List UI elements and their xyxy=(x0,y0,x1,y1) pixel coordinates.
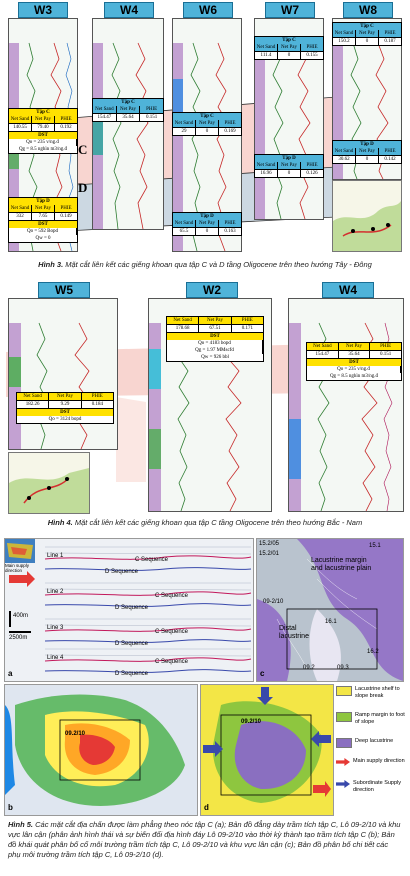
inset-location-map xyxy=(332,180,402,252)
map-legend xyxy=(336,684,406,814)
header-net-sand: Net Sand xyxy=(93,106,117,113)
value-net-sand: 182.26 xyxy=(17,401,49,408)
header-net-sand: Net Sand xyxy=(173,120,196,127)
panel-letter-a: a xyxy=(8,669,13,678)
table-title: Tập C xyxy=(200,114,214,119)
sequence-label: C Sequence xyxy=(155,629,189,635)
log-curves xyxy=(9,299,117,449)
table-w2 xyxy=(166,316,264,362)
well-log-track xyxy=(8,298,118,450)
caption-text: Các mặt cắt địa chấn được làm phẳng theo nóc tập C (a); Bản đồ đẳng dày trầm tích tập C, Lô 09-2/10 và khu vực lân cận (phân ảnh hình thái và sự biến đổi địa hình đáy Lô 09-2/10 vào thời kỳ thành tạo trầm tích tập C (b); Bản đồ khái quát phân bố cổ môi trường trầm tích tập C, Lô 09-2/10 và khu vực lân cận (c); Bản đồ phân bố chi tiết các phụ môi trường trầm tích tập C, Lô 09-2/10 (d). xyxy=(8,820,401,859)
header-net-pay: Net Pay xyxy=(339,343,371,350)
map-label: 15.2/01 xyxy=(259,551,280,557)
well-label-w6: W6 xyxy=(183,2,233,18)
sequence-label: C Sequence xyxy=(155,659,189,665)
scale-vertical: 400m xyxy=(13,613,29,619)
header-net-sand: Net Sand xyxy=(9,116,32,123)
value-net-pay: 79.40 xyxy=(32,124,55,131)
block-label: 09.2/10 xyxy=(241,719,262,725)
header-net-sand: Net Sand xyxy=(307,343,339,350)
legend-label: Ramp margin to foot of slope xyxy=(355,712,405,725)
value-phie: 0.169 xyxy=(224,129,236,134)
header-net-pay: Net Pay xyxy=(196,120,219,127)
value-net-sand: 29 xyxy=(173,128,196,135)
header-net-pay: Net Pay xyxy=(32,116,55,123)
value-phie: 0.184 xyxy=(91,402,103,407)
sequence-label: D Sequence xyxy=(115,671,149,677)
table-title: Tập C xyxy=(282,38,296,43)
header-net-sand: Net Sand xyxy=(9,205,32,212)
header-phie: PHIE xyxy=(306,45,318,50)
legend-label: Lacustrine shelf to slope break xyxy=(355,686,400,699)
legend-item xyxy=(336,686,406,699)
inset-location-map xyxy=(8,452,90,514)
header-net-sand: Net Sand xyxy=(167,317,199,324)
figure-3-caption xyxy=(8,260,402,270)
scale-horizontal: 2500m xyxy=(9,635,28,641)
table-title: Tập D xyxy=(282,156,296,161)
value-net-sand: 30.62 xyxy=(333,156,356,163)
zone-c-label: C xyxy=(78,142,88,157)
value-phie: 0.187 xyxy=(384,39,396,44)
legend-label: Subordinate Supply direction xyxy=(353,780,402,793)
legend-swatch xyxy=(336,738,352,748)
dst-line: Qo = 235 v/ng.đ xyxy=(307,366,401,373)
header-phie: PHIE xyxy=(384,149,396,154)
header-net-pay: Net Pay xyxy=(356,30,379,37)
table-title: Tập D xyxy=(200,214,214,219)
legend-item xyxy=(336,712,406,725)
seismic-line-label: Line 4 xyxy=(47,655,64,661)
dst-label: DST xyxy=(210,334,220,339)
header-net-sand: Net Sand xyxy=(333,148,356,155)
caption-label: Hình 3. xyxy=(38,260,64,269)
header-phie: PHIE xyxy=(380,344,392,349)
dst-line: Qg = 1.97 MMscfd xyxy=(167,347,263,354)
header-phie: PHIE xyxy=(224,221,236,226)
header-phie: PHIE xyxy=(224,121,236,126)
log-curves xyxy=(93,19,163,229)
caption-text: Mặt cắt liên kết các giếng khoan qua tập C tầng Oligocene trên theo hướng Bắc - Nam xyxy=(74,518,363,527)
value-net-pay: 7.65 xyxy=(32,213,55,220)
panel-a-seismic-sections xyxy=(4,538,254,682)
sequence-label: C Sequence xyxy=(155,593,189,599)
well-log-track xyxy=(92,18,164,230)
header-phie: PHIE xyxy=(384,31,396,36)
header-net-sand: Net Sand xyxy=(255,44,278,51)
map-label: 15.2/05 xyxy=(259,541,280,547)
legend-label: Main supply direction xyxy=(353,758,405,764)
table-w6-tap-d xyxy=(172,212,242,236)
seismic-line-label: Line 2 xyxy=(47,589,64,595)
value-phie: 0.142 xyxy=(384,157,396,162)
seismic-line-label: Line 3 xyxy=(47,625,64,631)
main-supply-arrow-icon xyxy=(336,758,350,766)
header-net-sand: Net Sand xyxy=(333,30,356,37)
value-net-pay: 0 xyxy=(278,52,301,59)
header-net-pay: Net Pay xyxy=(196,220,219,227)
header-phie: PHIE xyxy=(146,107,158,112)
table-title: Tập C xyxy=(360,24,374,29)
value-net-sand: 150.2 xyxy=(333,38,356,45)
map-label: 16.2 xyxy=(367,649,379,655)
value-net-sand: 65.5 xyxy=(173,228,196,235)
main-supply-label: Main supply direction xyxy=(5,563,30,573)
table-w7-tap-d xyxy=(254,154,324,178)
table-title: Tập D xyxy=(36,199,50,204)
sequence-label: C Sequence xyxy=(135,557,169,563)
dst-line: Qg = 8.5 nghìn m3/ng.đ xyxy=(18,147,68,152)
figure-5-caption xyxy=(8,820,402,860)
log-curves xyxy=(289,299,403,511)
legend-item xyxy=(336,758,405,766)
panel-letter-d: d xyxy=(204,803,209,812)
well-w4 xyxy=(92,2,164,252)
zone-d-label: D xyxy=(78,180,88,195)
header-net-pay: Net Pay xyxy=(49,393,81,400)
caption-text: Mặt cắt liên kết các giếng khoan qua tập C và D tầng Oligocene trên theo hướng Tây - Đông xyxy=(65,260,372,269)
dst-line: Qo = 4183 bopd xyxy=(167,340,263,347)
header-phie: PHIE xyxy=(306,163,318,168)
value-net-pay: 35.64 xyxy=(117,114,141,121)
table-w3-tap-d xyxy=(8,197,78,243)
plain-label: Lacustrine margin and lacustrine plain xyxy=(311,557,372,572)
table-title: Tập D xyxy=(360,142,374,147)
table-w7-tap-c xyxy=(254,36,324,60)
value-phie: 0.171 xyxy=(241,326,253,331)
value-phie: 0.149 xyxy=(60,214,72,219)
value-net-pay: 67.51 xyxy=(199,325,231,332)
block-label: 09.2/10 xyxy=(65,731,86,737)
value-net-sand: 154.47 xyxy=(307,351,339,358)
panel-d-subenvironment-map xyxy=(200,684,334,816)
value-net-sand: 111.4 xyxy=(255,52,278,59)
value-net-pay: 9.29 xyxy=(49,401,81,408)
map-label: 09.3 xyxy=(337,665,349,671)
header-phie: PHIE xyxy=(241,318,253,323)
sequence-label: D Sequence xyxy=(105,569,139,575)
value-net-sand: 16.96 xyxy=(255,170,278,177)
header-net-sand: Net Sand xyxy=(255,162,278,169)
value-net-pay: 0 xyxy=(196,128,219,135)
dst-line: Qo = 592 Bopd xyxy=(9,228,77,235)
well-label-w4: W4 xyxy=(104,2,154,18)
header-net-pay: Net Pay xyxy=(356,148,379,155)
table-w4-tap-c xyxy=(92,98,164,122)
table-title: Tập C xyxy=(36,110,50,115)
value-phie: 0.126 xyxy=(306,171,318,176)
table-w5 xyxy=(16,392,114,424)
well-label-w3: W3 xyxy=(18,2,68,18)
dst-line: Qg = 8.5 nghìn m3/ng.đ xyxy=(329,374,379,379)
header-net-sand: Net Sand xyxy=(173,220,196,227)
isopach-map xyxy=(5,685,197,815)
table-w8-tap-d xyxy=(332,140,402,164)
well-label-w7: W7 xyxy=(265,2,315,18)
legend-label: Deep lacustrine xyxy=(355,738,394,744)
header-phie: PHIE xyxy=(60,206,72,211)
dst-label: DST xyxy=(38,133,48,138)
value-net-pay: 0 xyxy=(356,156,379,163)
well-label-w5: W5 xyxy=(38,282,90,298)
sequence-label: D Sequence xyxy=(115,605,149,611)
map-label: Distal lacustrine xyxy=(279,625,309,640)
table-w3-tap-c xyxy=(8,108,78,154)
dst-label: DST xyxy=(60,410,70,415)
value-net-pay: 35.64 xyxy=(339,351,371,358)
dst-line: Qw = 926 bbl xyxy=(201,355,229,360)
value-net-sand: 140.55 xyxy=(9,124,32,131)
header-net-pay: Net Pay xyxy=(278,44,301,51)
map-label: 15.1 xyxy=(369,543,381,549)
value-net-pay: 0 xyxy=(356,38,379,45)
header-net-pay: Net Pay xyxy=(117,106,141,113)
value-phie: 0.155 xyxy=(306,53,318,58)
well-log-track xyxy=(288,298,404,512)
panel-letter-b: b xyxy=(8,803,13,812)
well-label-w8: W8 xyxy=(343,2,393,18)
seismic-line-label: Line 1 xyxy=(47,553,64,559)
header-net-pay: Net Pay xyxy=(199,317,231,324)
dst-label: DST xyxy=(349,360,359,365)
figure-4-well-correlation xyxy=(6,282,404,514)
header-net-pay: Net Pay xyxy=(32,205,55,212)
value-net-pay: 0 xyxy=(196,228,219,235)
well-label-w2: W2 xyxy=(186,282,238,298)
legend-item xyxy=(336,780,406,793)
well-w4-ns xyxy=(288,282,404,512)
panel-letter-c: c xyxy=(260,669,265,678)
subordinate-supply-arrow-icon xyxy=(336,780,350,788)
header-net-sand: Net Sand xyxy=(17,393,49,400)
value-phie: 0.192 xyxy=(60,125,72,130)
map-label: 16.1 xyxy=(325,619,337,625)
figure-4-caption xyxy=(8,518,402,528)
table-title: Tập C xyxy=(121,100,135,105)
well-label-w4: W4 xyxy=(322,282,374,298)
header-net-pay: Net Pay xyxy=(278,162,301,169)
dst-label: DST xyxy=(38,222,48,227)
legend-swatch xyxy=(336,712,352,722)
caption-label: Hình 4. xyxy=(47,518,73,527)
panel-c-paleoenvironment-map xyxy=(256,538,404,682)
table-w4-ns xyxy=(306,342,402,381)
dst-line: Qo = 235 v/ng.đ xyxy=(9,139,77,146)
panel-b-isopach-map xyxy=(4,684,198,816)
value-phie: 0.151 xyxy=(146,115,158,120)
dst-line: Qo = 3124 bopd xyxy=(48,417,82,422)
value-net-pay: 0 xyxy=(278,170,301,177)
map-label: 09.2 xyxy=(303,665,315,671)
dst-line: Qw = 0 xyxy=(35,236,51,241)
header-phie: PHIE xyxy=(60,117,72,122)
value-net-sand: 332 xyxy=(9,213,32,220)
table-w8-tap-c xyxy=(332,22,402,46)
value-net-sand: 154.47 xyxy=(93,114,117,121)
table-w6-tap-c xyxy=(172,112,242,136)
legend-swatch xyxy=(336,686,352,696)
sequence-label: D Sequence xyxy=(115,641,149,647)
caption-label: Hình 5. xyxy=(8,820,34,829)
value-net-sand: 178.68 xyxy=(167,325,199,332)
value-phie: 0.151 xyxy=(380,352,392,357)
value-phie: 0.163 xyxy=(224,229,236,234)
header-phie: PHIE xyxy=(91,394,103,399)
figure-5-seismic-maps xyxy=(4,538,406,818)
legend-item xyxy=(336,738,393,748)
map-label: 09-2/10 xyxy=(263,599,284,605)
figure-3-well-correlation xyxy=(6,2,404,257)
subenv-map xyxy=(201,685,333,815)
